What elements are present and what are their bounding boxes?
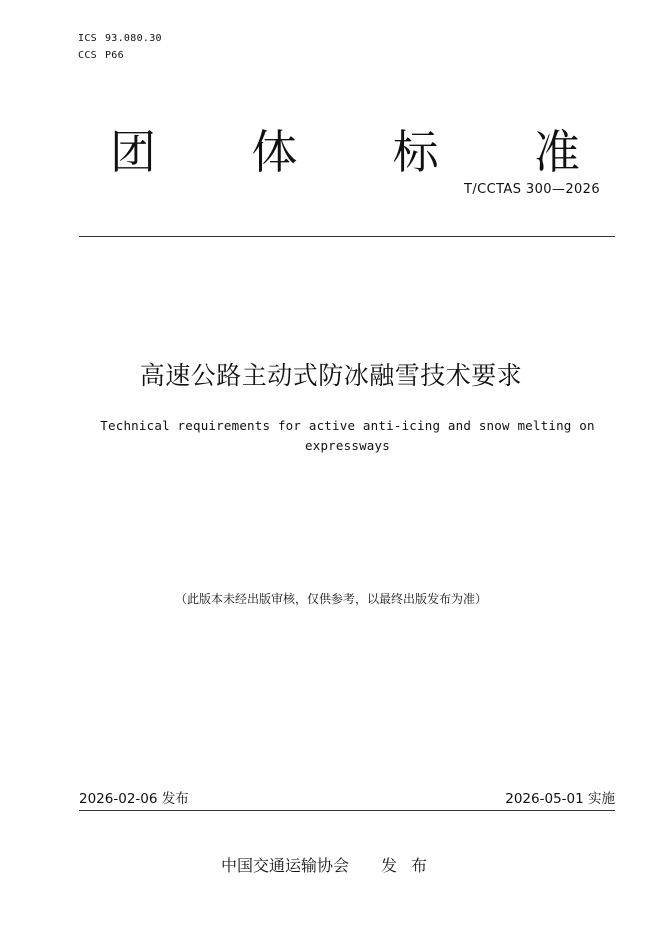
heading-char-4: 准 — [533, 125, 580, 179]
ics-classification — [78, 33, 162, 45]
title-english: Technical requirements for active anti-icing and snow melting on expressways — [100, 418, 595, 453]
ics-code: 93.080.30 — [104, 33, 162, 44]
publisher-name: 中国交通运输协会 — [220, 856, 349, 875]
implementation-date: 2026-05-01 实施 — [505, 791, 615, 807]
ccs-code: P66 — [104, 50, 124, 61]
top-divider — [79, 236, 615, 237]
title-chinese: 高速公路主动式防冰融雪技术要求 — [139, 361, 523, 390]
issue-date: 2026-02-06 发布 — [79, 791, 189, 807]
heading-char-1: 团 — [110, 125, 156, 179]
document-type-heading — [110, 120, 580, 184]
publisher-line — [0, 855, 662, 877]
standard-number: T/CCTAS 300—2026 — [464, 182, 600, 197]
ccs-label: CCS — [78, 50, 97, 61]
heading-char-2: 体 — [251, 125, 298, 179]
ccs-classification — [78, 50, 124, 62]
draft-notice: （此版本未经出版审核，仅供参考，以最终出版发布为准） — [174, 592, 487, 606]
bottom-divider — [79, 810, 615, 811]
publish-label: 发布 — [381, 856, 442, 875]
heading-char-3: 标 — [392, 125, 439, 179]
ics-label: ICS — [78, 33, 97, 44]
